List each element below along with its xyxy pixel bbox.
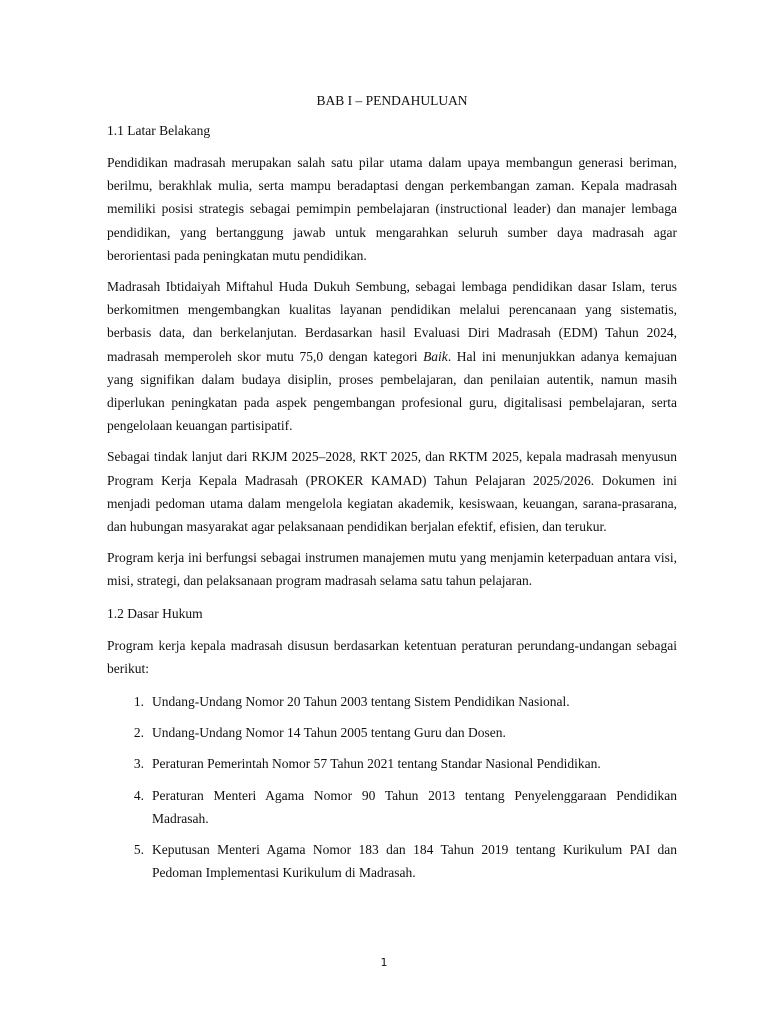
list-item-text: Peraturan Pemerintah Nomor 57 Tahun 2021 tentang Standar Nasional Pendidikan. [152, 756, 601, 772]
paragraph-1: Pendidikan madrasah merupakan salah satu pilar utama dalam upaya membangun generasi beriman, berilmu, berakhlak mulia, serta mampu beradaptasi dengan perkembangan zaman. Kepala madrasah memiliki posisi strategis sebagai pemimpin pembelajaran (instructional leader) dan manajer lembaga pendidikan, yang bertanggung jawab untuk mengarahkan seluruh sumber daya madrasah agar berorientasi pada peningkatan mutu pendidikan. [107, 155, 677, 263]
paragraph-2-italic: Baik [423, 348, 448, 364]
paragraph-2-part-2: . Hal ini menunjukkan adanya kemajuan yang signifikan dalam budaya disiplin, proses pembelajaran, dan penilaian autentik, namun masih diperlukan peningkatan pada aspek pengembangan profesional guru, digitalisasi pembelajaran, serta pengelolaan keuangan partisipatif. [107, 348, 677, 434]
list-item-text: Undang-Undang Nomor 14 Tahun 2005 tentang Guru dan Dosen. [152, 725, 506, 741]
page-number: 1 [380, 956, 388, 969]
page-content [107, 92, 677, 892]
list-item-text: Undang-Undang Nomor 20 Tahun 2003 tentang Sistem Pendidikan Nasional. [152, 694, 570, 710]
list-item-text: Peraturan Menteri Agama Nomor 90 Tahun 2013 tentang Penyelenggaraan Pendidikan Madrasah. [152, 787, 677, 826]
list-item-text: Keputusan Menteri Agama Nomor 183 dan 184 Tahun 2019 tentang Kurikulum PAI dan Pedoman Implementasi Kurikulum di Madrasah. [152, 842, 677, 881]
list-item [107, 838, 677, 884]
list-item [107, 690, 677, 713]
paragraph-4: Program kerja ini berfungsi sebagai instrumen manajemen mutu yang menjamin keterpaduan antara visi, misi, strategi, dan pelaksanaan program madrasah selama satu tahun pelajaran. [107, 550, 677, 589]
list-item-number: 3. [133, 756, 144, 772]
list-item-number: 4. [133, 787, 144, 803]
paragraph-2 [107, 275, 677, 437]
section-heading-dasar-hukum: 1.2 Dasar Hukum [107, 605, 203, 621]
paragraph-2-part-1: Madrasah Ibtidaiyah Miftahul Huda Dukuh Sembung, sebagai lembaga pendidikan dasar Islam, terus berkomitmen mengembangkan kualitas layanan pendidikan melalui perencanaan yang sistematis, berbasis data, dan berkelanjutan. Berdasarkan hasil Evaluasi Diri Madrasah (EDM) Tahun 2024, madrasah memperoleh skor mutu 75,0 dengan kategori [107, 279, 677, 364]
list-item [107, 752, 677, 775]
list-item-number: 1. [133, 694, 144, 710]
list-item-number: 2. [133, 725, 144, 741]
paragraph-3: Sebagai tindak lanjut dari RKJM 2025–2028, RKT 2025, dan RKTM 2025, kepala madrasah menyusun Program Kerja Kepala Madrasah (PROKER KAMAD) Tahun Pelajaran 2025/2026. Dokumen ini menjadi pedoman utama dalam mengelola kegiatan akademik, kesiswaan, keuangan, sarana-prasarana, dan hubungan masyarakat agar pelaksanaan pendidikan berjalan efektif, efisien, dan terukur. [107, 449, 677, 535]
section-heading-latar-belakang: 1.1 Latar Belakang [107, 123, 211, 138]
list-item-number: 5. [133, 842, 144, 858]
legal-basis-list [107, 690, 677, 884]
legal-basis-intro: Program kerja kepala madrasah disusun berdasarkan ketentuan peraturan perundang-undangan sebagai berikut: [107, 637, 677, 676]
list-item [107, 721, 677, 744]
list-item [107, 784, 677, 830]
chapter-title: BAB I – PENDAHULUAN [316, 93, 468, 108]
